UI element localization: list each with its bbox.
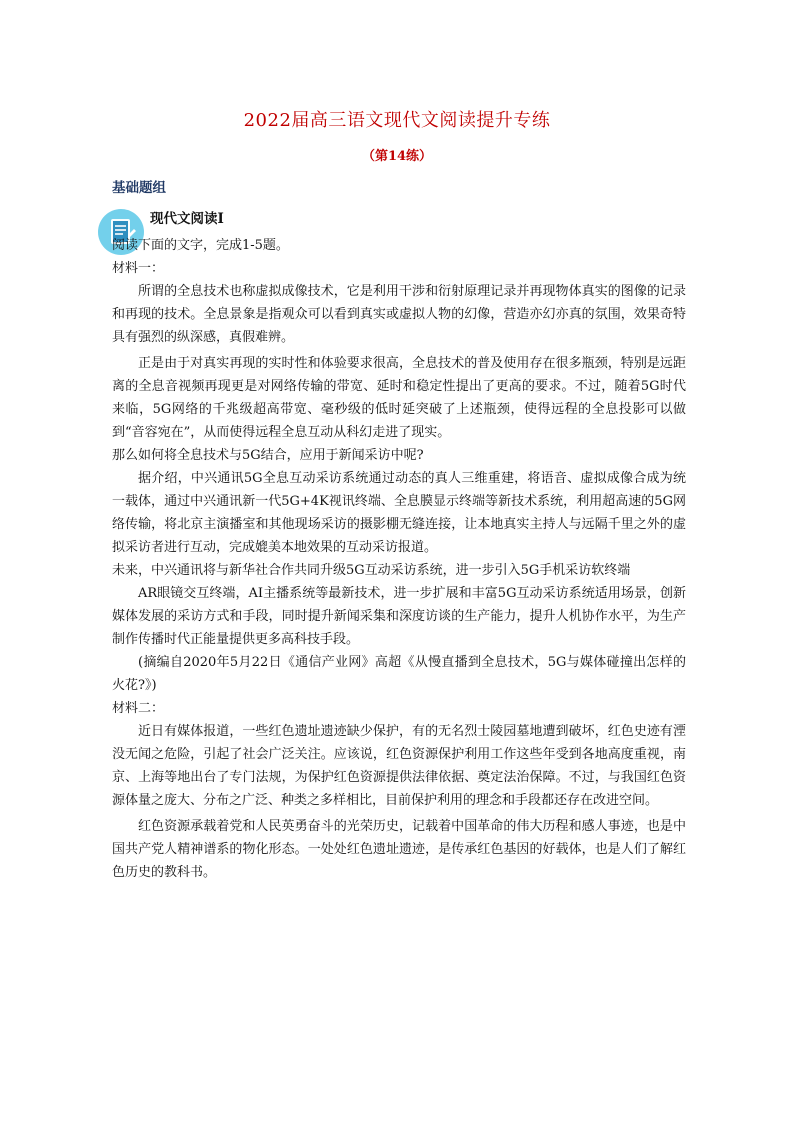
paragraph: 正是由于对真实再现的实时性和体验要求很高，全息技术的普及使用存在很多瓶颈，特别是远距离的全息音视频再现更是对网络传输的带宽、延时和稳定性提出了更高的要求。不过，随着5G时代来临，5G网络的千兆级超高带宽、毫秒级的低时延突破了上述瓶颈，使得远程的全息投影可以做到“音容宛在”，从而使得远程全息互动从科幻走进了现实。 [112, 356, 686, 440]
paragraph: 所谓的全息技术也称虚拟成像技术，它是利用干涉和衍射原理记录并再现物体真实的图像的记录和再现的技术。全息景象是指观众可以看到真实或虚拟人物的幻像，营造亦幻亦真的氛围，效果奇特具有强烈的纵深感，真假难辨。 [112, 284, 686, 345]
material-1-label: 材料一： [112, 261, 165, 276]
reading-body [112, 234, 686, 884]
paragraph: 据介绍，中兴通讯5G全息互动采访系统通过动态的真人三维重建，将语音、虚拟成像合成为统一载体，通过中兴通讯新一代5G+4K视讯终端、全息膜显示终端等新技术系统，利用超高速的5G网络传输，将北京主演播室和其他现场采访的摄影棚无缝连接，让本地真实主持人与远隔千里之外的虚拟采访者进行互动，完成媲美本地效果的互动采访报道。 [112, 471, 686, 555]
material-2-label: 材料二： [112, 701, 165, 716]
instruction-text: 阅读下面的文字，完成1-5题。 [112, 238, 289, 253]
paragraph: 那么如何将全息技术与5G结合，应用于新闻采访中呢? [112, 448, 424, 463]
paragraph: 红色资源承载着党和人民英勇奋斗的光荣历史，记载着中国革命的伟大历程和感人事迹，也是中国共产党人精神谱系的物化形态。一处处红色遗址遗迹，是传承红色基因的好载体，也是人们了解红色历史的教科书。 [112, 819, 686, 880]
page-title: 2022届高三语文现代文阅读提升专练 [243, 110, 551, 131]
paragraph: AR眼镜交互终端，AI主播系统等最新技术，进一步扩展和丰富5G互动采访系统适用场景，创新媒体发展的采访方式和手段，同时提升新闻采集和深度访谈的生产能力，提升人机协作水平，为生产制作传播时代正能量提供更多高科技手段。 [112, 586, 686, 647]
reading-section-title: 现代文阅读Ⅰ [150, 211, 224, 227]
section-heading: 基础题组 [112, 180, 166, 196]
page-subtitle: （第14练） [361, 149, 433, 164]
source-citation: (摘编自2020年5月22日《通信产业网》高超《从慢直播到全息技术，5G与媒体碰撞出怎样的火花?》) [112, 655, 686, 693]
paragraph: 未来，中兴通讯将与新华社合作共同升级5G互动采访系统，进一步引入5G手机采访软终端 [112, 563, 631, 578]
paragraph: 近日有媒体报道，一些红色遗址遗迹缺少保护，有的无名烈士陵园墓地遭到破坏，红色史迹有湮没无闻之危险，引起了社会广泛关注。应该说，红色资源保护利用工作这些年受到各地高度重视，南京、上海等地出台了专门法规，为保护红色资源提供法律依据、奠定法治保障。不过，与我国红色资源体量之庞大、分布之广泛、种类之多样相比，目前保护利用的理念和手段都还存在改进空间。 [112, 724, 686, 808]
